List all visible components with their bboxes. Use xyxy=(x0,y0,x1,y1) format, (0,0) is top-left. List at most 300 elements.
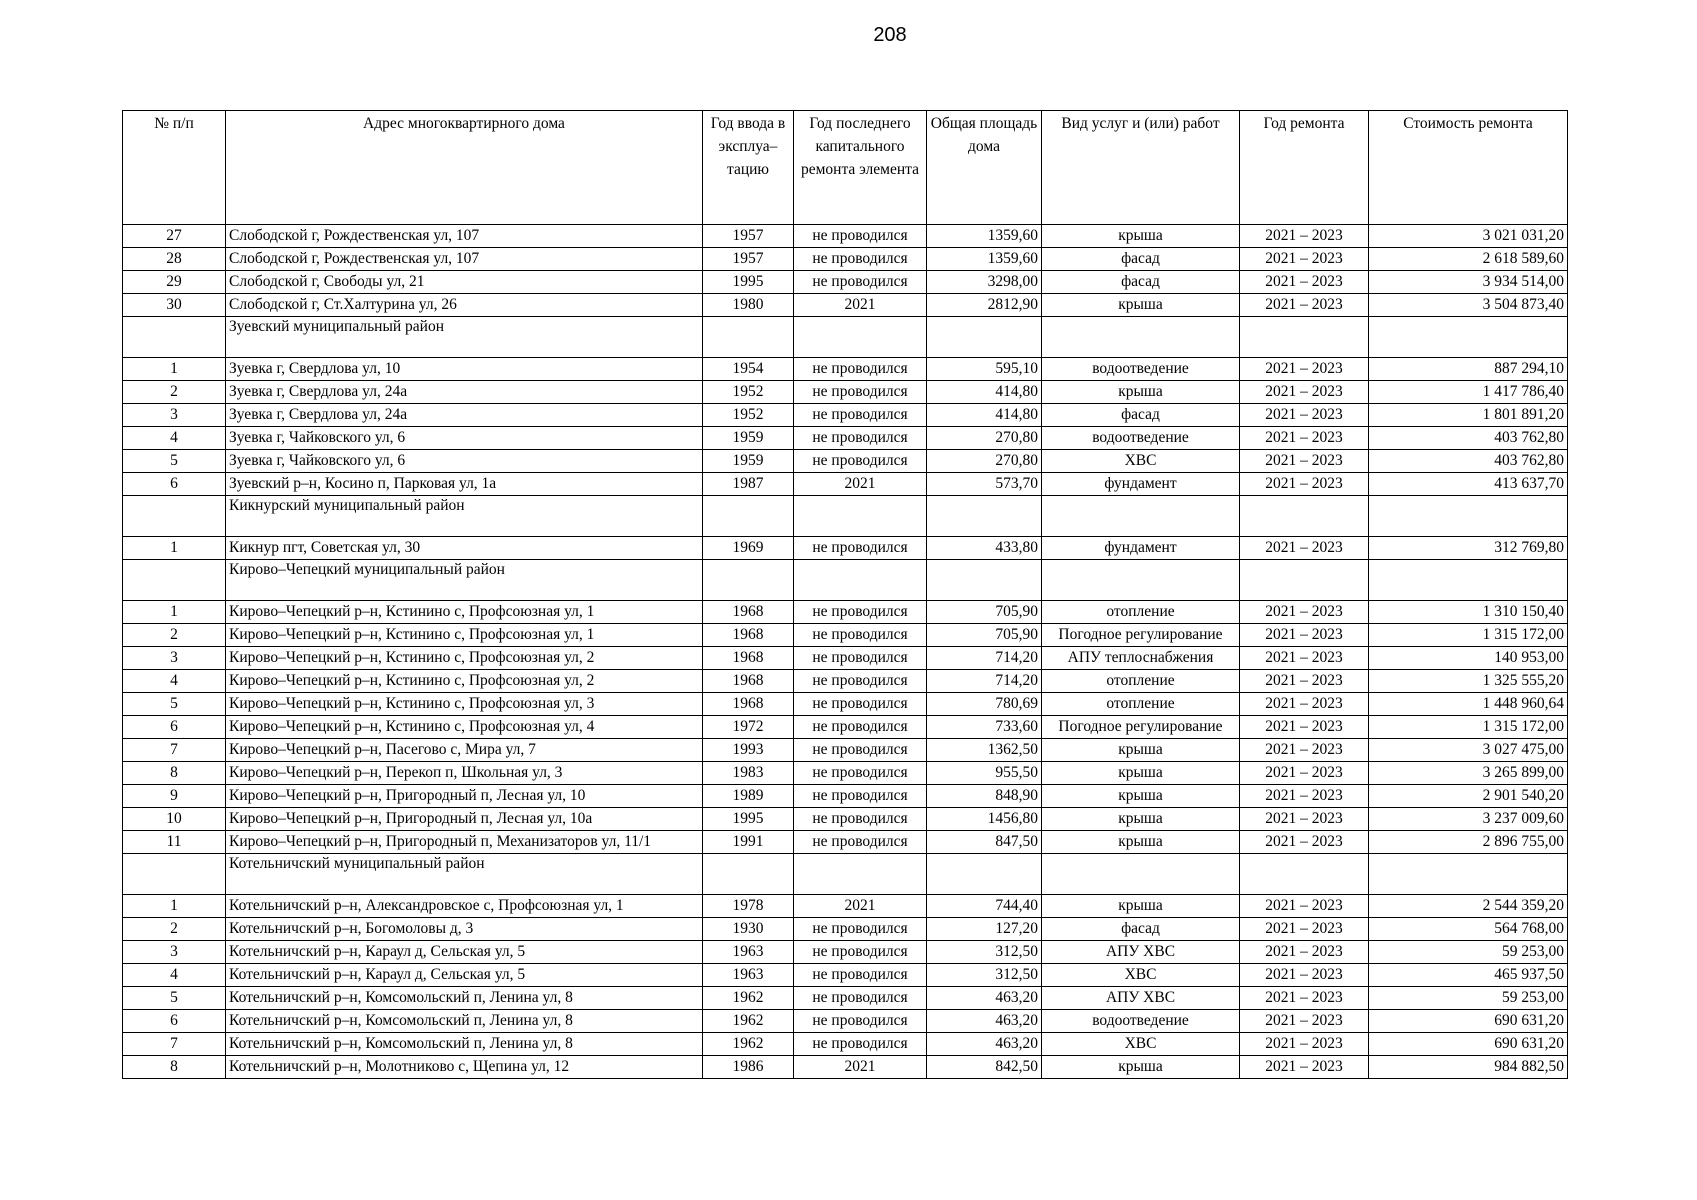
row-work-type: АПУ ХВС xyxy=(1042,987,1240,1010)
row-work-type: крыша xyxy=(1042,808,1240,831)
row-address: Котельничский р–н, Комсомольский п, Ленина ул, 8 xyxy=(226,1010,703,1033)
row-address: Кирово–Чепецкий р–н, Кстинино с, Профсоюзная ул, 2 xyxy=(226,670,703,693)
row-work-type: крыша xyxy=(1042,739,1240,762)
row-cost: 690 631,20 xyxy=(1369,1010,1568,1033)
row-year-built: 1930 xyxy=(703,918,794,941)
row-area: 414,80 xyxy=(927,381,1042,404)
empty-cell xyxy=(1042,496,1240,537)
row-work-type: крыша xyxy=(1042,895,1240,918)
row-year-built: 1952 xyxy=(703,404,794,427)
row-work-type: фасад xyxy=(1042,404,1240,427)
row-year-built: 1978 xyxy=(703,895,794,918)
empty-cell xyxy=(123,317,226,358)
row-area: 1456,80 xyxy=(927,808,1042,831)
row-work-type: водоотведение xyxy=(1042,358,1240,381)
row-address: Зуевка г, Свердлова ул, 24а xyxy=(226,404,703,427)
row-work-type: отопление xyxy=(1042,601,1240,624)
table-row xyxy=(123,987,1568,1010)
row-last-repair: не проводился xyxy=(794,601,927,624)
row-address: Котельничский р–н, Александровское с, Профсоюзная ул, 1 xyxy=(226,895,703,918)
empty-cell xyxy=(1369,317,1568,358)
row-address: Кирово–Чепецкий р–н, Пасегово с, Мира ул, 7 xyxy=(226,739,703,762)
row-address: Котельничский р–н, Молотниково с, Щепина ул, 12 xyxy=(226,1056,703,1079)
row-cost: 413 637,70 xyxy=(1369,473,1568,496)
row-work-type: АПУ теплоснабжения xyxy=(1042,647,1240,670)
row-number: 4 xyxy=(123,670,226,693)
section-title: Котельничский муниципальный район xyxy=(226,854,703,895)
empty-cell xyxy=(1369,854,1568,895)
row-year-built: 1968 xyxy=(703,693,794,716)
row-area: 842,50 xyxy=(927,1056,1042,1079)
row-cost: 1 325 555,20 xyxy=(1369,670,1568,693)
row-last-repair: не проводился xyxy=(794,918,927,941)
row-year-built: 1995 xyxy=(703,271,794,294)
row-work-type: отопление xyxy=(1042,693,1240,716)
header-work-type: Вид услуг и (или) работ xyxy=(1042,111,1240,225)
row-year-built: 1991 xyxy=(703,831,794,854)
empty-cell xyxy=(794,496,927,537)
row-last-repair: не проводился xyxy=(794,831,927,854)
row-address: Котельничский р–н, Комсомольский п, Ленина ул, 8 xyxy=(226,987,703,1010)
row-last-repair: не проводился xyxy=(794,624,927,647)
row-cost: 2 544 359,20 xyxy=(1369,895,1568,918)
row-year-built: 1968 xyxy=(703,647,794,670)
row-year-built: 1962 xyxy=(703,1010,794,1033)
row-repair-period: 2021 – 2023 xyxy=(1240,381,1369,404)
table-row xyxy=(123,693,1568,716)
row-number: 4 xyxy=(123,964,226,987)
section-title: Кикнурский муниципальный район xyxy=(226,496,703,537)
table-row xyxy=(123,941,1568,964)
row-number: 2 xyxy=(123,918,226,941)
empty-cell xyxy=(927,854,1042,895)
row-last-repair: не проводился xyxy=(794,381,927,404)
row-cost: 312 769,80 xyxy=(1369,537,1568,560)
row-year-built: 1963 xyxy=(703,941,794,964)
empty-cell xyxy=(1042,317,1240,358)
row-work-type: отопление xyxy=(1042,670,1240,693)
row-year-built: 1987 xyxy=(703,473,794,496)
row-last-repair: не проводился xyxy=(794,987,927,1010)
row-repair-period: 2021 – 2023 xyxy=(1240,647,1369,670)
row-work-type: крыша xyxy=(1042,294,1240,317)
row-work-type: ХВС xyxy=(1042,964,1240,987)
row-repair-period: 2021 – 2023 xyxy=(1240,987,1369,1010)
row-cost: 403 762,80 xyxy=(1369,450,1568,473)
row-address: Зуевка г, Свердлова ул, 24а xyxy=(226,381,703,404)
row-year-built: 1957 xyxy=(703,248,794,271)
row-last-repair: не проводился xyxy=(794,716,927,739)
table-row xyxy=(123,895,1568,918)
row-repair-period: 2021 – 2023 xyxy=(1240,294,1369,317)
header-year-built: Год ввода в эксплуа– тацию xyxy=(703,111,794,225)
row-work-type: Погодное регулирование xyxy=(1042,624,1240,647)
row-cost: 2 901 540,20 xyxy=(1369,785,1568,808)
row-repair-period: 2021 – 2023 xyxy=(1240,1033,1369,1056)
table-row xyxy=(123,762,1568,785)
row-work-type: водоотведение xyxy=(1042,1010,1240,1033)
row-repair-period: 2021 – 2023 xyxy=(1240,670,1369,693)
row-year-built: 1952 xyxy=(703,381,794,404)
row-cost: 1 801 891,20 xyxy=(1369,404,1568,427)
table-row xyxy=(123,670,1568,693)
empty-cell xyxy=(1240,496,1369,537)
row-repair-period: 2021 – 2023 xyxy=(1240,739,1369,762)
row-area: 714,20 xyxy=(927,647,1042,670)
table-header-row xyxy=(123,111,1568,225)
row-repair-period: 2021 – 2023 xyxy=(1240,1010,1369,1033)
row-number: 9 xyxy=(123,785,226,808)
row-number: 5 xyxy=(123,450,226,473)
row-address: Кирово–Чепецкий р–н, Пригородный п, Лесная ул, 10 xyxy=(226,785,703,808)
row-area: 1359,60 xyxy=(927,248,1042,271)
row-repair-period: 2021 – 2023 xyxy=(1240,895,1369,918)
table-row xyxy=(123,964,1568,987)
row-year-built: 1959 xyxy=(703,450,794,473)
row-year-built: 1968 xyxy=(703,624,794,647)
row-year-built: 1968 xyxy=(703,670,794,693)
row-cost: 59 253,00 xyxy=(1369,941,1568,964)
row-address: Кирово–Чепецкий р–н, Кстинино с, Профсоюзная ул, 1 xyxy=(226,601,703,624)
table-row xyxy=(123,1033,1568,1056)
row-year-built: 1993 xyxy=(703,739,794,762)
row-last-repair: не проводился xyxy=(794,271,927,294)
row-repair-period: 2021 – 2023 xyxy=(1240,831,1369,854)
row-area: 733,60 xyxy=(927,716,1042,739)
empty-cell xyxy=(1042,854,1240,895)
row-area: 595,10 xyxy=(927,358,1042,381)
row-address: Кирово–Чепецкий р–н, Кстинино с, Профсоюзная ул, 1 xyxy=(226,624,703,647)
table-row xyxy=(123,831,1568,854)
row-work-type: крыша xyxy=(1042,831,1240,854)
empty-cell xyxy=(1240,317,1369,358)
row-year-built: 1954 xyxy=(703,358,794,381)
row-cost: 887 294,10 xyxy=(1369,358,1568,381)
row-address: Кирово–Чепецкий р–н, Перекоп п, Школьная ул, 3 xyxy=(226,762,703,785)
row-last-repair: 2021 xyxy=(794,473,927,496)
row-address: Зуевка г, Чайковского ул, 6 xyxy=(226,427,703,450)
header-num: № п/п xyxy=(123,111,226,225)
row-work-type: фундамент xyxy=(1042,537,1240,560)
empty-cell xyxy=(794,317,927,358)
row-address: Зуевский р–н, Косино п, Парковая ул, 1а xyxy=(226,473,703,496)
row-cost: 1 315 172,00 xyxy=(1369,716,1568,739)
row-cost: 1 310 150,40 xyxy=(1369,601,1568,624)
row-area: 847,50 xyxy=(927,831,1042,854)
table-row xyxy=(123,647,1568,670)
table-row xyxy=(123,601,1568,624)
row-year-built: 1995 xyxy=(703,808,794,831)
row-last-repair: 2021 xyxy=(794,294,927,317)
row-cost: 59 253,00 xyxy=(1369,987,1568,1010)
row-cost: 2 896 755,00 xyxy=(1369,831,1568,854)
row-cost: 2 618 589,60 xyxy=(1369,248,1568,271)
row-work-type: крыша xyxy=(1042,381,1240,404)
row-repair-period: 2021 – 2023 xyxy=(1240,450,1369,473)
row-number: 2 xyxy=(123,624,226,647)
row-number: 6 xyxy=(123,473,226,496)
row-number: 3 xyxy=(123,647,226,670)
row-address: Кирово–Чепецкий р–н, Пригородный п, Лесная ул, 10а xyxy=(226,808,703,831)
row-last-repair: не проводился xyxy=(794,964,927,987)
row-work-type: крыша xyxy=(1042,785,1240,808)
row-repair-period: 2021 – 2023 xyxy=(1240,716,1369,739)
row-last-repair: не проводился xyxy=(794,941,927,964)
section-header-row xyxy=(123,496,1568,537)
row-year-built: 1969 xyxy=(703,537,794,560)
row-cost: 403 762,80 xyxy=(1369,427,1568,450)
row-year-built: 1963 xyxy=(703,964,794,987)
header-last-repair: Год последнего капитального ремонта элемента xyxy=(794,111,927,225)
row-area: 463,20 xyxy=(927,1033,1042,1056)
row-work-type: крыша xyxy=(1042,1056,1240,1079)
row-cost: 465 937,50 xyxy=(1369,964,1568,987)
table-row xyxy=(123,404,1568,427)
row-address: Котельничский р–н, Караул д, Сельская ул, 5 xyxy=(226,964,703,987)
row-repair-period: 2021 – 2023 xyxy=(1240,248,1369,271)
row-address: Зуевка г, Чайковского ул, 6 xyxy=(226,450,703,473)
empty-cell xyxy=(123,854,226,895)
row-number: 1 xyxy=(123,537,226,560)
row-year-built: 1962 xyxy=(703,1033,794,1056)
table-row xyxy=(123,450,1568,473)
row-last-repair: не проводился xyxy=(794,450,927,473)
row-work-type: фасад xyxy=(1042,271,1240,294)
empty-cell xyxy=(703,496,794,537)
table-row xyxy=(123,271,1568,294)
row-cost: 564 768,00 xyxy=(1369,918,1568,941)
row-area: 312,50 xyxy=(927,941,1042,964)
row-number: 5 xyxy=(123,987,226,1010)
row-number: 1 xyxy=(123,358,226,381)
row-work-type: крыша xyxy=(1042,762,1240,785)
table-body xyxy=(123,225,1568,1079)
row-cost: 1 448 960,64 xyxy=(1369,693,1568,716)
row-year-built: 1968 xyxy=(703,601,794,624)
row-repair-period: 2021 – 2023 xyxy=(1240,785,1369,808)
row-work-type: фундамент xyxy=(1042,473,1240,496)
row-number: 1 xyxy=(123,895,226,918)
row-repair-period: 2021 – 2023 xyxy=(1240,537,1369,560)
row-number: 8 xyxy=(123,762,226,785)
table-row xyxy=(123,1010,1568,1033)
empty-cell xyxy=(927,496,1042,537)
row-address: Слободской г, Рождественская ул, 107 xyxy=(226,225,703,248)
row-area: 955,50 xyxy=(927,762,1042,785)
row-number: 3 xyxy=(123,941,226,964)
row-last-repair: не проводился xyxy=(794,808,927,831)
row-cost: 1 315 172,00 xyxy=(1369,624,1568,647)
row-area: 127,20 xyxy=(927,918,1042,941)
row-cost: 3 237 009,60 xyxy=(1369,808,1568,831)
row-last-repair: не проводился xyxy=(794,739,927,762)
empty-cell xyxy=(703,854,794,895)
row-year-built: 1959 xyxy=(703,427,794,450)
row-repair-period: 2021 – 2023 xyxy=(1240,624,1369,647)
row-address: Зуевка г, Свердлова ул, 10 xyxy=(226,358,703,381)
row-repair-period: 2021 – 2023 xyxy=(1240,693,1369,716)
empty-cell xyxy=(1369,560,1568,601)
row-last-repair: не проводился xyxy=(794,248,927,271)
empty-cell xyxy=(1240,560,1369,601)
row-address: Котельничский р–н, Богомоловы д, 3 xyxy=(226,918,703,941)
row-number: 29 xyxy=(123,271,226,294)
row-repair-period: 2021 – 2023 xyxy=(1240,225,1369,248)
row-number: 8 xyxy=(123,1056,226,1079)
table-row xyxy=(123,785,1568,808)
row-area: 744,40 xyxy=(927,895,1042,918)
table-row xyxy=(123,381,1568,404)
empty-cell xyxy=(703,317,794,358)
row-number: 3 xyxy=(123,404,226,427)
empty-cell xyxy=(794,854,927,895)
row-last-repair: не проводился xyxy=(794,762,927,785)
row-repair-period: 2021 – 2023 xyxy=(1240,358,1369,381)
empty-cell xyxy=(927,317,1042,358)
row-year-built: 1980 xyxy=(703,294,794,317)
row-area: 463,20 xyxy=(927,1010,1042,1033)
row-last-repair: не проводился xyxy=(794,404,927,427)
row-area: 1362,50 xyxy=(927,739,1042,762)
row-area: 463,20 xyxy=(927,987,1042,1010)
row-area: 312,50 xyxy=(927,964,1042,987)
row-address: Котельничский р–н, Комсомольский п, Ленина ул, 8 xyxy=(226,1033,703,1056)
row-last-repair: не проводился xyxy=(794,785,927,808)
empty-cell xyxy=(1240,854,1369,895)
row-work-type: Погодное регулирование xyxy=(1042,716,1240,739)
row-number: 2 xyxy=(123,381,226,404)
row-address: Слободской г, Рождественская ул, 107 xyxy=(226,248,703,271)
table-row xyxy=(123,248,1568,271)
section-title: Кирово–Чепецкий муниципальный район xyxy=(226,560,703,601)
row-last-repair: 2021 xyxy=(794,1056,927,1079)
row-work-type: фасад xyxy=(1042,248,1240,271)
row-number: 28 xyxy=(123,248,226,271)
table-row xyxy=(123,624,1568,647)
header-area: Общая площадь дома xyxy=(927,111,1042,225)
table-row xyxy=(123,427,1568,450)
row-area: 270,80 xyxy=(927,427,1042,450)
header-address: Адрес многоквартирного дома xyxy=(226,111,703,225)
row-repair-period: 2021 – 2023 xyxy=(1240,271,1369,294)
row-area: 848,90 xyxy=(927,785,1042,808)
row-area: 270,80 xyxy=(927,450,1042,473)
row-number: 4 xyxy=(123,427,226,450)
empty-cell xyxy=(1042,560,1240,601)
table-row xyxy=(123,1056,1568,1079)
row-number: 7 xyxy=(123,1033,226,1056)
row-area: 780,69 xyxy=(927,693,1042,716)
row-address: Кирово–Чепецкий р–н, Кстинино с, Профсоюзная ул, 3 xyxy=(226,693,703,716)
row-year-built: 1986 xyxy=(703,1056,794,1079)
row-last-repair: не проводился xyxy=(794,225,927,248)
row-address: Котельничский р–н, Караул д, Сельская ул, 5 xyxy=(226,941,703,964)
row-repair-period: 2021 – 2023 xyxy=(1240,808,1369,831)
row-year-built: 1972 xyxy=(703,716,794,739)
row-year-built: 1962 xyxy=(703,987,794,1010)
row-repair-period: 2021 – 2023 xyxy=(1240,964,1369,987)
table-row xyxy=(123,808,1568,831)
row-cost: 1 417 786,40 xyxy=(1369,381,1568,404)
row-cost: 690 631,20 xyxy=(1369,1033,1568,1056)
row-work-type: крыша xyxy=(1042,225,1240,248)
row-last-repair: 2021 xyxy=(794,895,927,918)
row-last-repair: не проводился xyxy=(794,427,927,450)
row-number: 7 xyxy=(123,739,226,762)
row-number: 10 xyxy=(123,808,226,831)
row-area: 2812,90 xyxy=(927,294,1042,317)
row-repair-period: 2021 – 2023 xyxy=(1240,918,1369,941)
empty-cell xyxy=(927,560,1042,601)
row-repair-period: 2021 – 2023 xyxy=(1240,404,1369,427)
row-address: Кирово–Чепецкий р–н, Пригородный п, Механизаторов ул, 11/1 xyxy=(226,831,703,854)
page-number: 208 xyxy=(873,24,907,46)
header-cost: Стоимость ремонта xyxy=(1369,111,1568,225)
row-number: 1 xyxy=(123,601,226,624)
row-last-repair: не проводился xyxy=(794,537,927,560)
row-work-type: ХВС xyxy=(1042,450,1240,473)
row-work-type: фасад xyxy=(1042,918,1240,941)
row-address: Кирово–Чепецкий р–н, Кстинино с, Профсоюзная ул, 2 xyxy=(226,647,703,670)
row-address: Кикнур пгт, Советская ул, 30 xyxy=(226,537,703,560)
row-last-repair: не проводился xyxy=(794,693,927,716)
section-header-row xyxy=(123,317,1568,358)
row-repair-period: 2021 – 2023 xyxy=(1240,941,1369,964)
repair-register-table xyxy=(122,110,1568,1079)
table-row xyxy=(123,358,1568,381)
table-row xyxy=(123,918,1568,941)
row-address: Слободской г, Ст.Халтурина ул, 26 xyxy=(226,294,703,317)
table-row xyxy=(123,537,1568,560)
row-address: Кирово–Чепецкий р–н, Кстинино с, Профсоюзная ул, 4 xyxy=(226,716,703,739)
empty-cell xyxy=(123,560,226,601)
row-year-built: 1989 xyxy=(703,785,794,808)
row-number: 6 xyxy=(123,716,226,739)
table-row xyxy=(123,739,1568,762)
table-row xyxy=(123,716,1568,739)
empty-cell xyxy=(1369,496,1568,537)
row-last-repair: не проводился xyxy=(794,647,927,670)
table-row xyxy=(123,225,1568,248)
row-area: 705,90 xyxy=(927,624,1042,647)
row-number: 27 xyxy=(123,225,226,248)
row-address: Слободской г, Свободы ул, 21 xyxy=(226,271,703,294)
row-area: 414,80 xyxy=(927,404,1042,427)
row-cost: 3 027 475,00 xyxy=(1369,739,1568,762)
row-area: 705,90 xyxy=(927,601,1042,624)
header-repair-period: Год ремонта xyxy=(1240,111,1369,225)
table-row xyxy=(123,473,1568,496)
row-repair-period: 2021 – 2023 xyxy=(1240,473,1369,496)
row-cost: 3 504 873,40 xyxy=(1369,294,1568,317)
row-number: 30 xyxy=(123,294,226,317)
row-cost: 140 953,00 xyxy=(1369,647,1568,670)
empty-cell xyxy=(703,560,794,601)
row-area: 3298,00 xyxy=(927,271,1042,294)
row-repair-period: 2021 – 2023 xyxy=(1240,601,1369,624)
table-row xyxy=(123,294,1568,317)
row-cost: 3 265 899,00 xyxy=(1369,762,1568,785)
row-area: 433,80 xyxy=(927,537,1042,560)
row-repair-period: 2021 – 2023 xyxy=(1240,1056,1369,1079)
row-last-repair: не проводился xyxy=(794,358,927,381)
row-number: 11 xyxy=(123,831,226,854)
section-header-row xyxy=(123,854,1568,895)
row-number: 6 xyxy=(123,1010,226,1033)
row-work-type: АПУ ХВС xyxy=(1042,941,1240,964)
row-last-repair: не проводился xyxy=(794,670,927,693)
section-header-row xyxy=(123,560,1568,601)
